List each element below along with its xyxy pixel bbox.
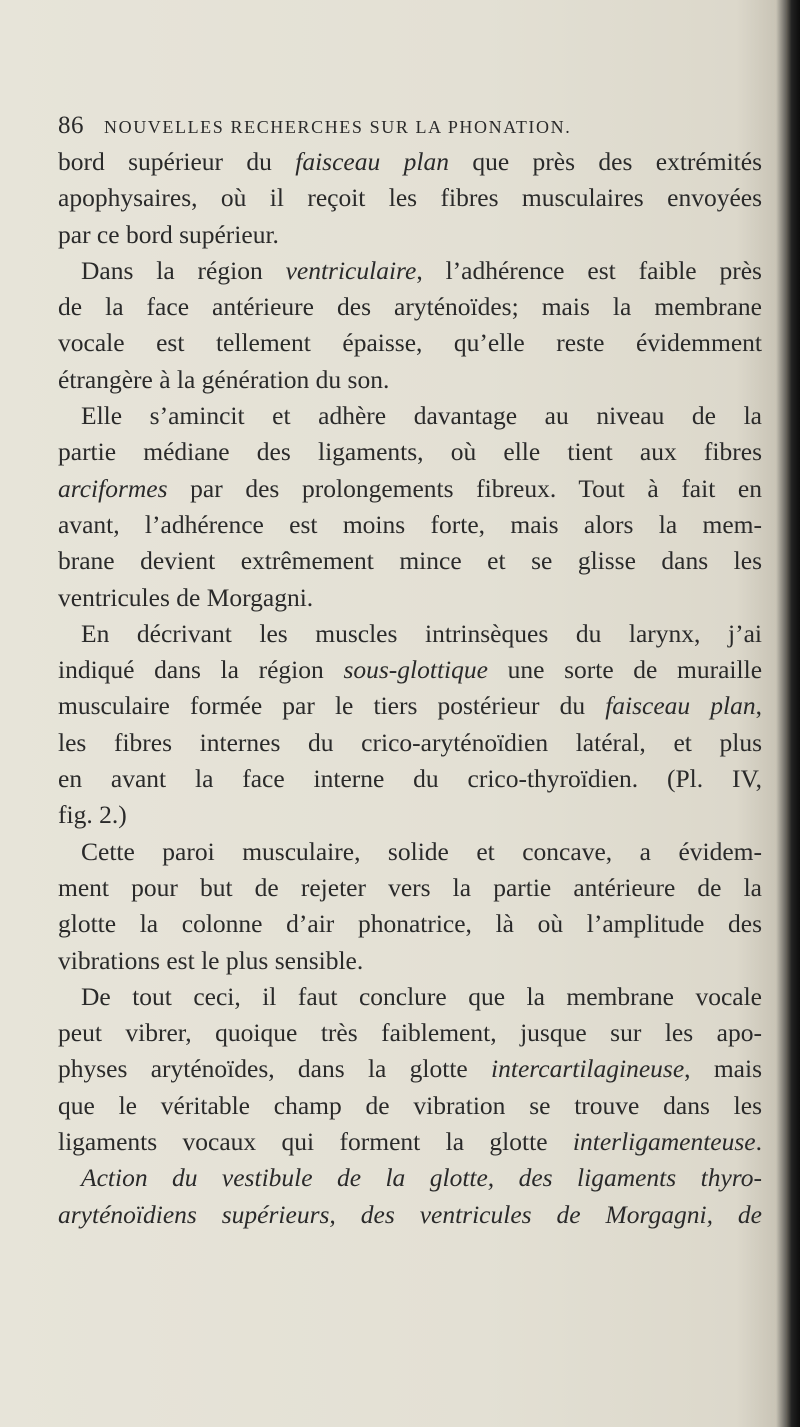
text-segment: que près des extrémités xyxy=(448,147,762,176)
italic-text: ventriculaire xyxy=(285,255,417,285)
italic-text: sous-glottique xyxy=(343,655,488,685)
text-line xyxy=(58,1051,762,1087)
italic-text: interligamenteuse xyxy=(572,1127,756,1157)
italic-text: intercartilagineuse xyxy=(491,1054,685,1084)
text-line xyxy=(58,1124,762,1160)
text-line xyxy=(58,362,762,398)
text-segment: par ce bord supérieur. xyxy=(58,219,279,249)
running-head-title: NOUVELLES RECHERCHES SUR LA PHONATION. xyxy=(104,117,572,137)
text-segment: Elle s’amincit et adhère davantage au niveau de la xyxy=(81,401,762,431)
italic-text: Action du vestibule de la glotte, des ligaments thyro- xyxy=(81,1163,762,1193)
text-segment: par des prolongements fibreux. Tout à fait en xyxy=(167,473,762,503)
text-line xyxy=(58,652,762,688)
text-segment: peut vibrer, quoique très faiblement, jusque sur les apo- xyxy=(58,1018,762,1048)
text-line xyxy=(58,543,762,579)
text-line xyxy=(58,725,762,761)
text-segment: ment pour but de rejeter vers la partie antérieure de la xyxy=(58,872,762,902)
text-line xyxy=(58,180,762,216)
text-segment: fig. 2.) xyxy=(58,800,127,830)
text-line xyxy=(58,1197,762,1233)
text-segment: apophysaires, où il reçoit les fibres musculaires envoyées xyxy=(58,183,762,213)
text-line xyxy=(58,144,762,180)
text-segment: étrangère à la génération du son. xyxy=(58,364,390,394)
page-number: 86 xyxy=(58,112,84,139)
text-segment: musculaire formée par le tiers postérieur du xyxy=(58,691,606,721)
text-line xyxy=(58,834,762,870)
text-line xyxy=(58,325,762,361)
text-line xyxy=(58,507,762,543)
text-line xyxy=(58,1015,762,1051)
text-segment: indiqué dans la région xyxy=(58,655,344,685)
text-segment: En décrivant les muscles intrinsèques du larynx, j’ai xyxy=(81,618,762,648)
text-line xyxy=(58,253,762,289)
italic-text: arciformes xyxy=(58,473,168,503)
text-segment: partie médiane des ligaments, où elle tient aux fibres xyxy=(58,437,762,467)
text-segment: bord supérieur du xyxy=(58,147,296,176)
text-line xyxy=(58,943,762,979)
body-text xyxy=(58,144,762,1233)
text-segment: vibrations est le plus sensible. xyxy=(58,945,364,975)
text-segment: , l’adhérence est faible près xyxy=(416,255,762,285)
text-segment: , xyxy=(755,691,762,721)
text-line xyxy=(58,979,762,1015)
text-segment: une sorte de muraille xyxy=(487,655,763,685)
text-segment: physes aryténoïdes, dans la glotte xyxy=(58,1054,492,1084)
text-line xyxy=(58,688,762,724)
text-segment: de la face antérieure des aryténoïdes; mais la membrane xyxy=(58,292,762,322)
text-segment: . xyxy=(755,1127,762,1157)
text-segment: Dans la région xyxy=(81,255,286,285)
text-segment: Cette paroi musculaire, solide et concave, a évidem- xyxy=(81,836,762,866)
text-segment: vocale est tellement épaisse, qu’elle reste évidemment xyxy=(58,328,762,358)
running-head xyxy=(58,112,758,144)
text-segment: ligaments vocaux qui forment la glotte xyxy=(58,1127,573,1157)
text-segment: De tout ceci, il faut conclure que la membrane vocale xyxy=(81,981,762,1011)
text-line xyxy=(58,870,762,906)
text-segment: les fibres internes du crico-aryténoïdien latéral, et plus xyxy=(58,727,762,757)
text-segment: avant, l’adhérence est moins forte, mais alors la mem- xyxy=(58,509,762,539)
italic-text: aryténoïdiens supérieurs, des ventricules de Morgagni, de xyxy=(58,1199,762,1229)
text-line xyxy=(58,797,762,833)
italic-text: faisceau plan xyxy=(295,147,449,176)
text-segment: , mais xyxy=(684,1054,762,1084)
text-line xyxy=(58,217,762,253)
text-segment: que le véritable champ de vibration se trouve dans les xyxy=(58,1090,762,1120)
text-segment: glotte la colonne d’air phonatrice, là où l’amplitude des xyxy=(58,909,762,939)
text-line xyxy=(58,1088,762,1124)
text-line xyxy=(58,398,762,434)
text-segment: en avant la face interne du crico-thyroïdien. (Pl. IV, xyxy=(58,764,762,794)
text-line xyxy=(58,580,762,616)
text-line xyxy=(58,761,762,797)
text-line xyxy=(58,906,762,942)
italic-text: faisceau plan xyxy=(605,691,756,721)
text-line xyxy=(58,434,762,470)
text-line xyxy=(58,1160,762,1196)
page-edge-shadow xyxy=(786,0,800,1427)
text-segment: brane devient extrêmement mince et se glisse dans les xyxy=(58,546,762,576)
text-line xyxy=(58,289,762,325)
text-line xyxy=(58,616,762,652)
text-line xyxy=(58,471,762,507)
text-segment: ventricules de Morgagni. xyxy=(58,582,314,612)
